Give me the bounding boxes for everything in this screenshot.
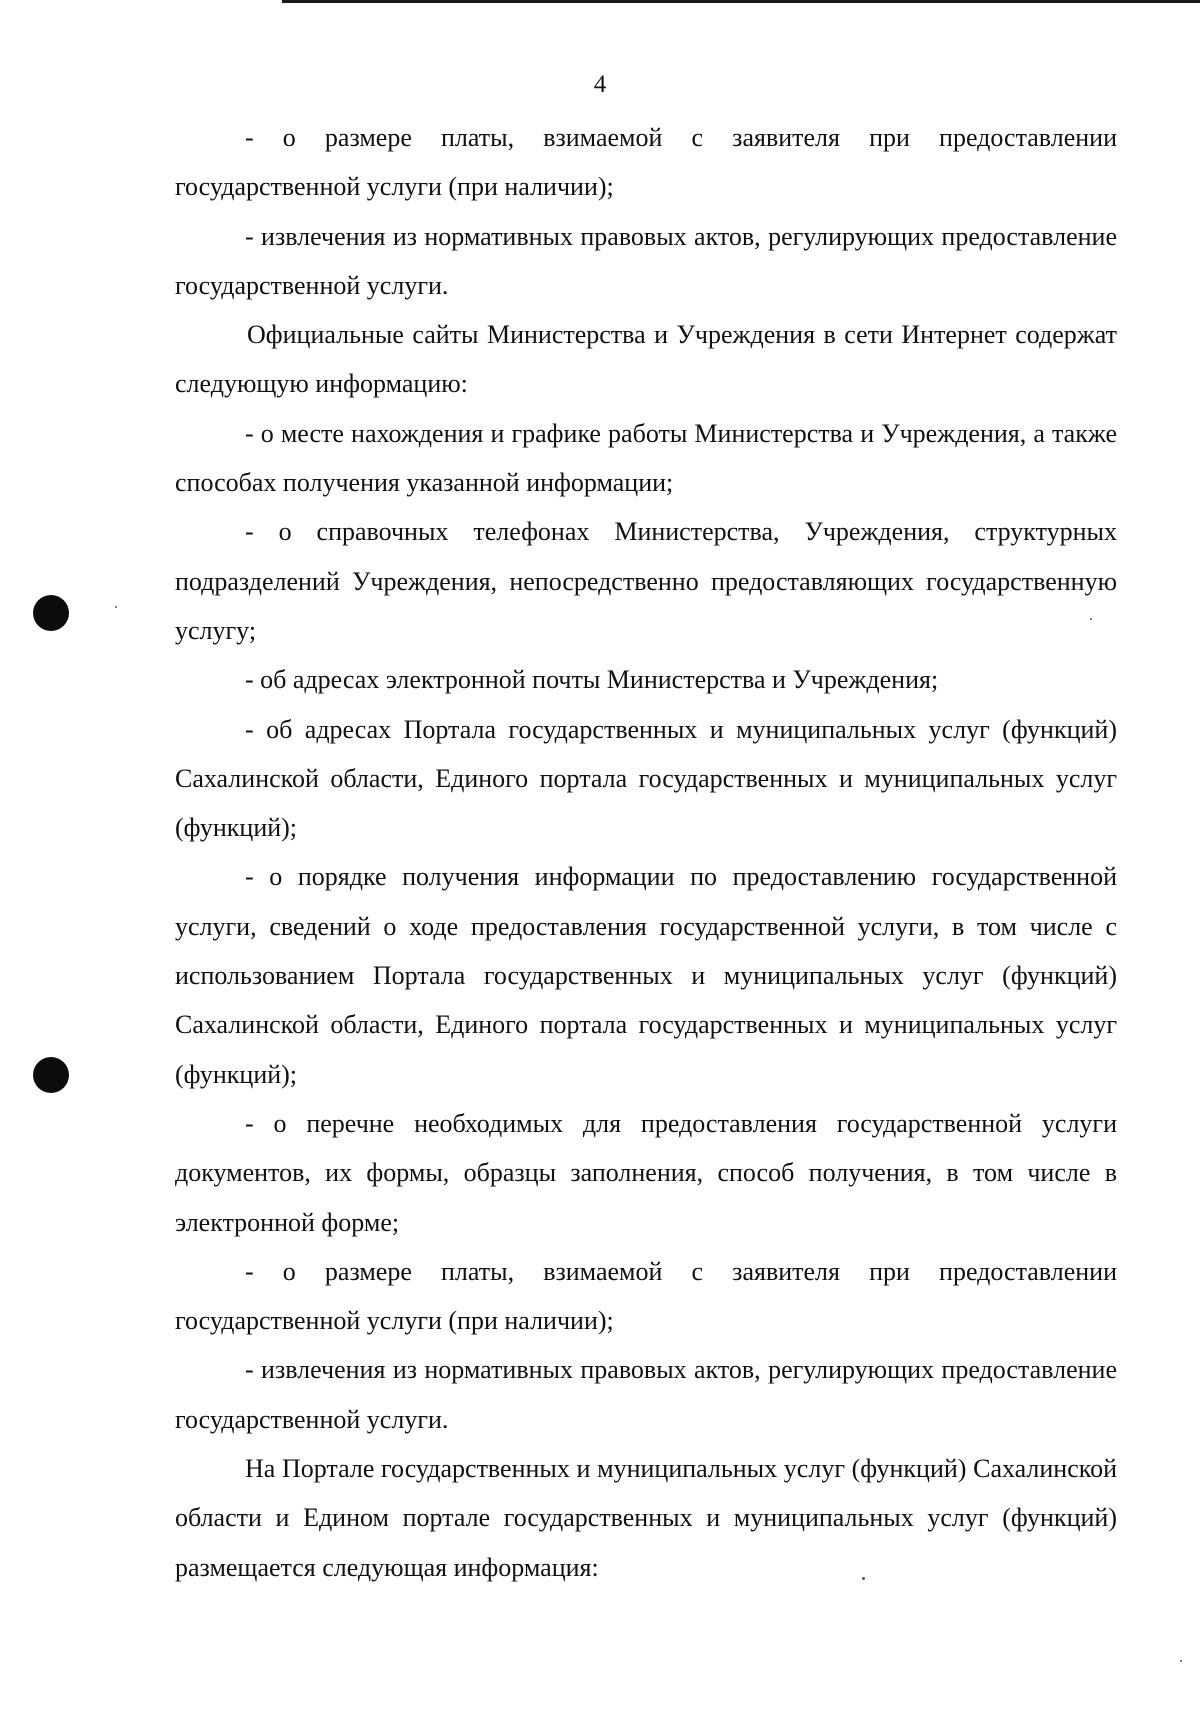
paragraph-fee-info-repeat: - о размере платы, взимаемой с заявителя при предоставлении государственной услуги (при наличии); — [175, 1256, 1117, 1336]
paragraph-official-sites-intro: Официальные сайты Министерства и Учреждения в сети Интернет содержат следующую информацию: — [175, 320, 1117, 399]
paragraph-fee-info: - о размере платы, взимаемой с заявителя при предоставлении государственной услуги (при наличии); — [175, 123, 1117, 202]
paragraph-reference-phones: - о справочных телефонах Министерства, Учреждения, структурных подразделений Учреждения, непосредственно предоставляющих государственную услугу; — [175, 517, 1117, 645]
scan-speck — [1180, 1660, 1182, 1662]
paragraph-information-procedure: - о порядке получения информации по предоставлению государственной услуги, сведений о ходе предоставления государственной услуги, в том числе с использованием Портала государственных и муниципальных услуг (функций) Сахалинской области, Единого портала государственных и муниципальных услуг (функций); — [175, 862, 1117, 1089]
scan-speck — [862, 1577, 865, 1580]
paragraph-legal-extracts-repeat: - извлечения из нормативных правовых актов, регулирующих предоставление государственной услуги. — [175, 1355, 1117, 1434]
page-number: 4 — [593, 71, 607, 98]
paragraph-required-documents: - о перечне необходимых для предоставления государственной услуги документов, их формы, образцы заполнения, способ получения, в том числе в электронной форме; — [175, 1108, 1117, 1237]
paragraph-location-schedule: - о месте нахождения и графике работы Министерства и Учреждения, а также способах получения указанной информации; — [175, 418, 1117, 498]
top-edge-rule — [282, 0, 1200, 3]
scan-speck — [1090, 618, 1092, 620]
paragraph-portal-addresses: - об адресах Портала государственных и муниципальных услуг (функций) Сахалинской области, Единого портала государственных и муниципальных услуг (функций); — [175, 714, 1117, 843]
paragraph-portal-information-intro: На Портале государственных и муниципальных услуг (функций) Сахалинской области и Едином портале государственных и муниципальных услуг (функций) размещается следующая информация: — [175, 1454, 1117, 1582]
document-body — [175, 113, 1117, 1592]
paragraph-legal-extracts: - извлечения из нормативных правовых актов, регулирующих предоставление государственной услуги. — [175, 221, 1117, 300]
punch-hole-lower — [33, 1057, 69, 1093]
paragraph-email-addresses: - об адресах электронной почты Министерства и Учреждения; — [245, 665, 939, 695]
scan-speck — [115, 606, 117, 608]
punch-hole-upper — [33, 595, 69, 631]
